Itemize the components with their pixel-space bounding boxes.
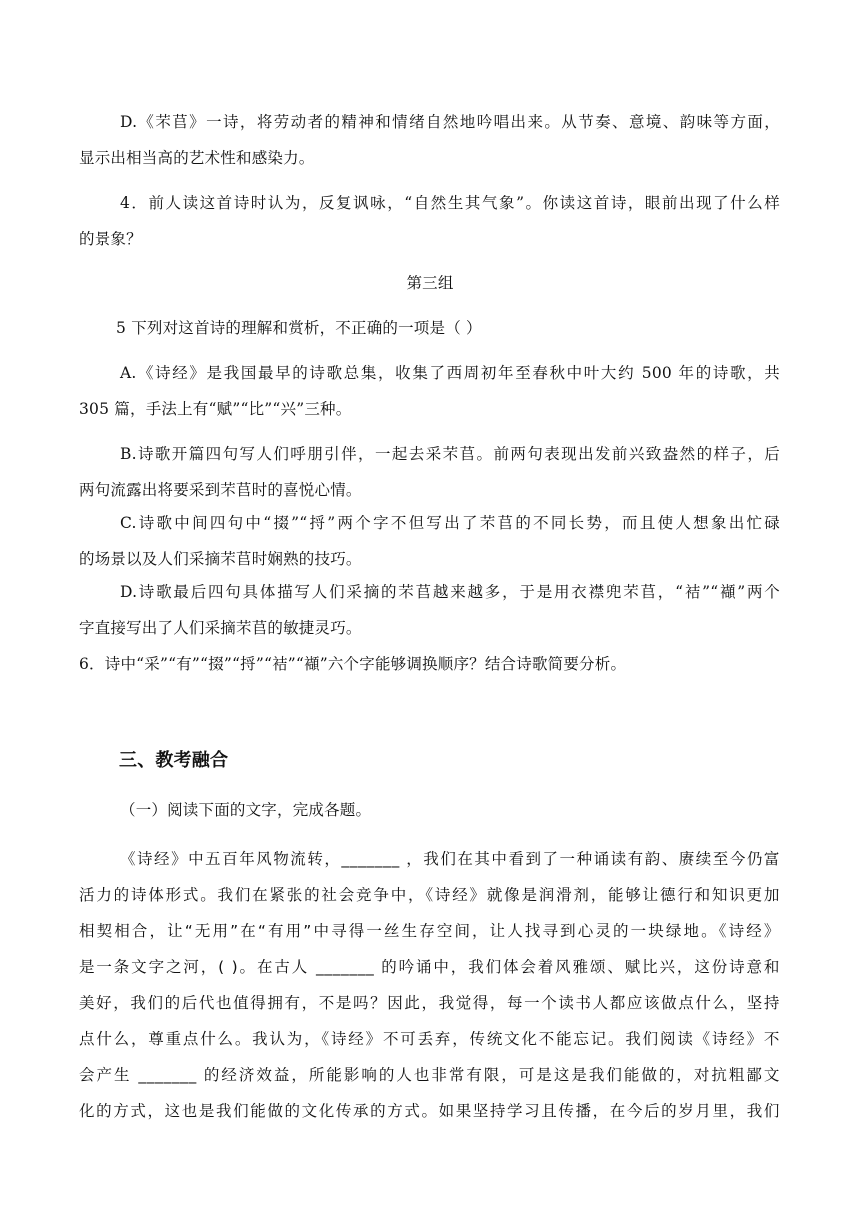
question-5-stem: 5 下列对这首诗的理解和赏析，不正确的一项是（ ） bbox=[116, 319, 482, 337]
passage-line-8: 化的方式，这也是我们能做的文化传承的方式。如果坚持学习且传播，在今后的岁月里，我们 bbox=[79, 1102, 780, 1120]
question-5-option-a-line-1: A.《诗经》是我国最早的诗歌总集，收集了西周初年至春秋中叶大约 500 年的诗歌，共 bbox=[120, 364, 780, 382]
question-5-option-b-line-1: B.诗歌开篇四句写人们呼朋引伴，一起去采芣苢。前两句表现出发前兴致盎然的样子，后 bbox=[120, 445, 780, 463]
option-d-line-1: D.《芣苢》一诗，将劳动者的精神和情绪自然地吟唱出来。从节奏、意境、韵味等方面， bbox=[120, 113, 780, 131]
passage-line-4: 是一条文字之河，( )。在古人 _______ 的吟诵中，我们体会着风雅颂、赋比兴，这份诗意和 bbox=[79, 958, 780, 976]
question-4-line-1: 4．前人读这首诗时认为，反复讽咏，“自然生其气象”。你读这首诗，眼前出现了什么样 bbox=[120, 194, 780, 212]
option-d-line-2: 显示出相当高的艺术性和感染力。 bbox=[79, 149, 315, 167]
group-three-title: 第三组 bbox=[406, 274, 454, 292]
passage-line-6: 点什么，尊重点什么。我认为，《诗经》不可丢弃，传统文化不能忘记。我们阅读《诗经》不 bbox=[79, 1030, 780, 1048]
passage-line-2: 活力的诗体形式。我们在紧张的社会竞争中，《诗经》就像是润滑剂，能够让德行和知识更加 bbox=[79, 886, 780, 904]
reading-instruction: （一）阅读下面的文字，完成各题。 bbox=[120, 801, 372, 819]
question-5-option-c-line-2: 的场景以及人们采摘芣苢时娴熟的技巧。 bbox=[79, 550, 362, 568]
question-5-option-c-line-1: C.诗歌中间四句中“掇”“捋”两个字不但写出了芣苢的不同长势，而且使人想象出忙碌 bbox=[120, 514, 780, 532]
question-5-option-a-line-2: 305 篇，手法上有“赋”“比”“兴”三种。 bbox=[79, 400, 352, 418]
question-6: 6．诗中“采”“有”“掇”“捋”“袺”“襭”六个字能够调换顺序？结合诗歌简要分析。 bbox=[79, 655, 627, 673]
passage-line-3: 相契相合，让“无用”在“有用”中寻得一丝生存空间，让人找寻到心灵的一块绿地。《诗经》 bbox=[79, 922, 780, 940]
passage-line-5: 美好，我们的后代也值得拥有，不是吗？因此，我觉得，每一个读书人都应该做点什么，坚持 bbox=[79, 994, 780, 1012]
question-4-line-2: 的景象？ bbox=[79, 230, 142, 248]
question-5-option-b-line-2: 两句流露出将要采到芣苢时的喜悦心情。 bbox=[79, 481, 362, 499]
section-three-heading: 三、教考融合 bbox=[119, 750, 229, 771]
passage-line-7: 会产生 _______ 的经济效益，所能影响的人也非常有限，可是这是我们能做的，对抗粗鄙文 bbox=[79, 1066, 780, 1084]
question-5-option-d-line-2: 字直接写出了人们采摘芣苢的敏捷灵巧。 bbox=[79, 619, 362, 637]
passage-line-1: 《诗经》中五百年风物流转，_______ ，我们在其中看到了一种诵读有韵、赓续至今仍富 bbox=[120, 850, 780, 868]
question-5-option-d-line-1: D.诗歌最后四句具体描写人们采摘的芣苢越来越多，于是用衣襟兜芣苢，“袺”“襭”两个 bbox=[120, 583, 780, 601]
